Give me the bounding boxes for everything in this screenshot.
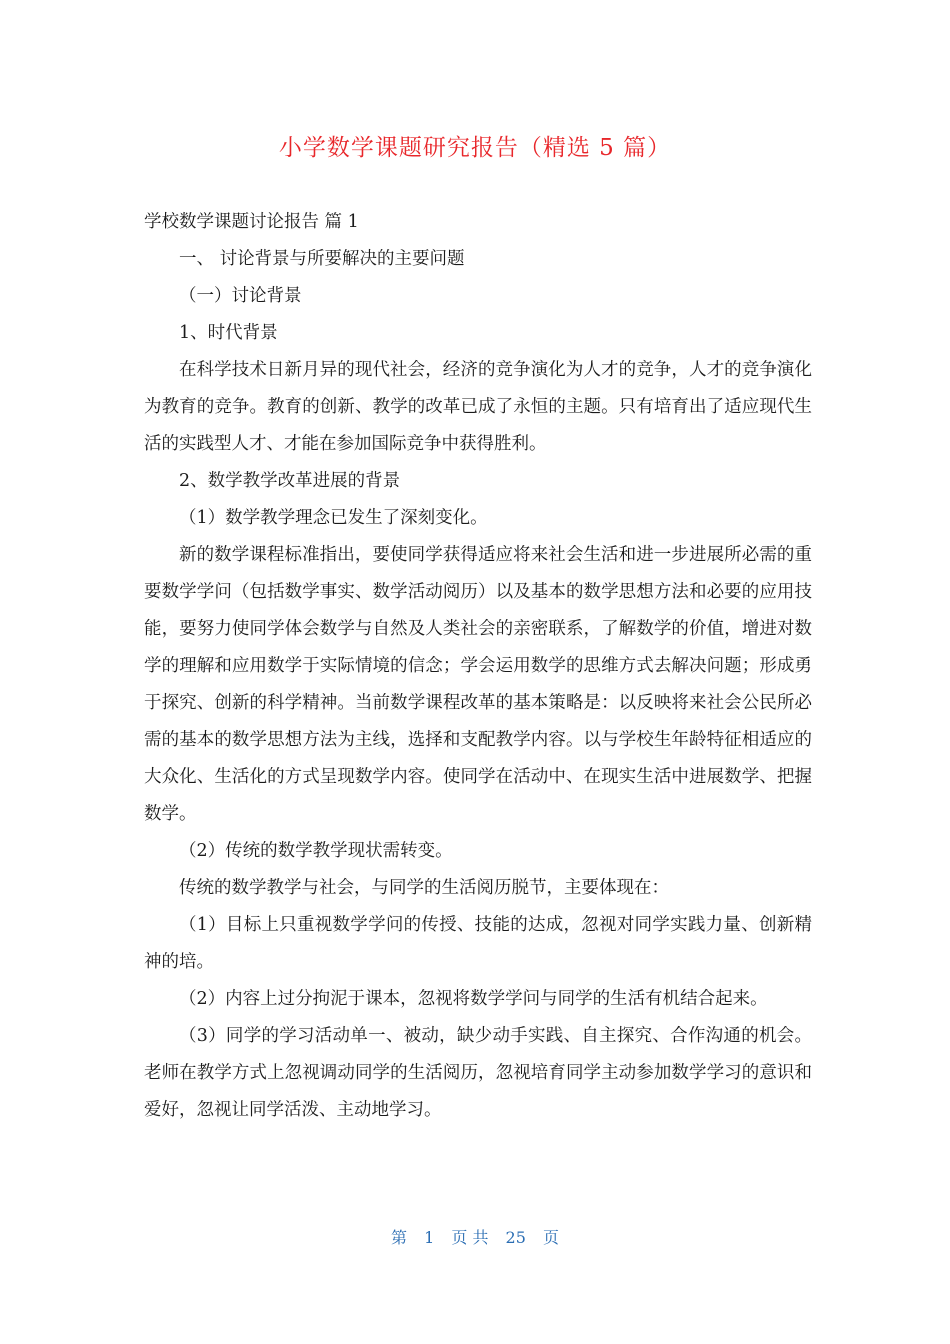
body-paragraph: 传统的数学教学与社会，与同学的生活阅历脱节，主要体现在：: [179, 878, 669, 898]
subsection-heading: 2、数学教学改革进展的背景: [179, 471, 401, 491]
list-item: （3）同学的学习活动单一、被动，缺少动手实践、自主探究、合作沟通的机会。老师在教学方式上忽视调动同学的生活阅历，忽视培育同学主动参加数学学习的意识和爱好，忽视让同学活泼、主动地学习。: [144, 1026, 812, 1120]
body-paragraph: 新的数学课程标准指出，要使同学获得适应将来社会生活和进一步进展所必需的重要数学学问（包括数学事实、数学活动阅历）以及基本的数学思想方法和必要的应用技能，要努力使同学体会数学与自然及人类社会的亲密联系，了解数学的价值，增进对数学的理解和应用数学于实际情境的信念；学会运用数学的思维方式去解决问题；形成勇于探究、创新的科学精神。当前数学课程改革的基本策略是：以反映将来社会公民所必需的基本的数学思想方法为主线，选择和支配教学内容。以与学校生年龄特征相适应的大众化、生活化的方式呈现数学内容。使同学在活动中、在现实生活中进展数学、把握数学。: [144, 545, 812, 824]
subsection-heading: （一）讨论背景: [179, 286, 302, 306]
list-item: （1）目标上只重视数学学问的传授、技能的达成，忽视对同学实践力量、创新精神的培。: [144, 915, 812, 972]
body-paragraph: 在科学技术日新月异的现代社会，经济的竞争演化为人才的竞争，人才的竞争演化为教育的竞争。教育的创新、教学的改革已成了永恒的主题。只有培育出了适应现代生活的实践型人才、才能在参加国际竞争中获得胜利。: [144, 360, 812, 454]
subsection-heading: （2）传统的数学教学现状需转变。: [179, 841, 453, 861]
footer-of-label: 页 共: [451, 1228, 489, 1247]
footer-total-pages: 25: [505, 1228, 526, 1247]
page-footer: [0, 1226, 950, 1250]
footer-page-label: 第: [390, 1228, 407, 1247]
footer-pages-label: 页: [543, 1228, 560, 1247]
subsection-heading: 1、时代背景: [179, 323, 278, 343]
document-title: 小学数学课题研究报告（精选 5 篇）: [278, 135, 672, 161]
subsection-heading: （1）数学教学理念已发生了深刻变化。: [179, 508, 488, 528]
footer-page-number: 1: [424, 1228, 435, 1247]
section-heading: 学校数学课题讨论报告 篇 1: [144, 212, 359, 232]
subsection-heading: 一、 讨论背景与所要解决的主要问题: [179, 249, 465, 269]
document-body: [144, 204, 812, 1129]
list-item: （2）内容上过分拘泥于课本，忽视将数学学问与同学的生活有机结合起来。: [179, 989, 768, 1009]
